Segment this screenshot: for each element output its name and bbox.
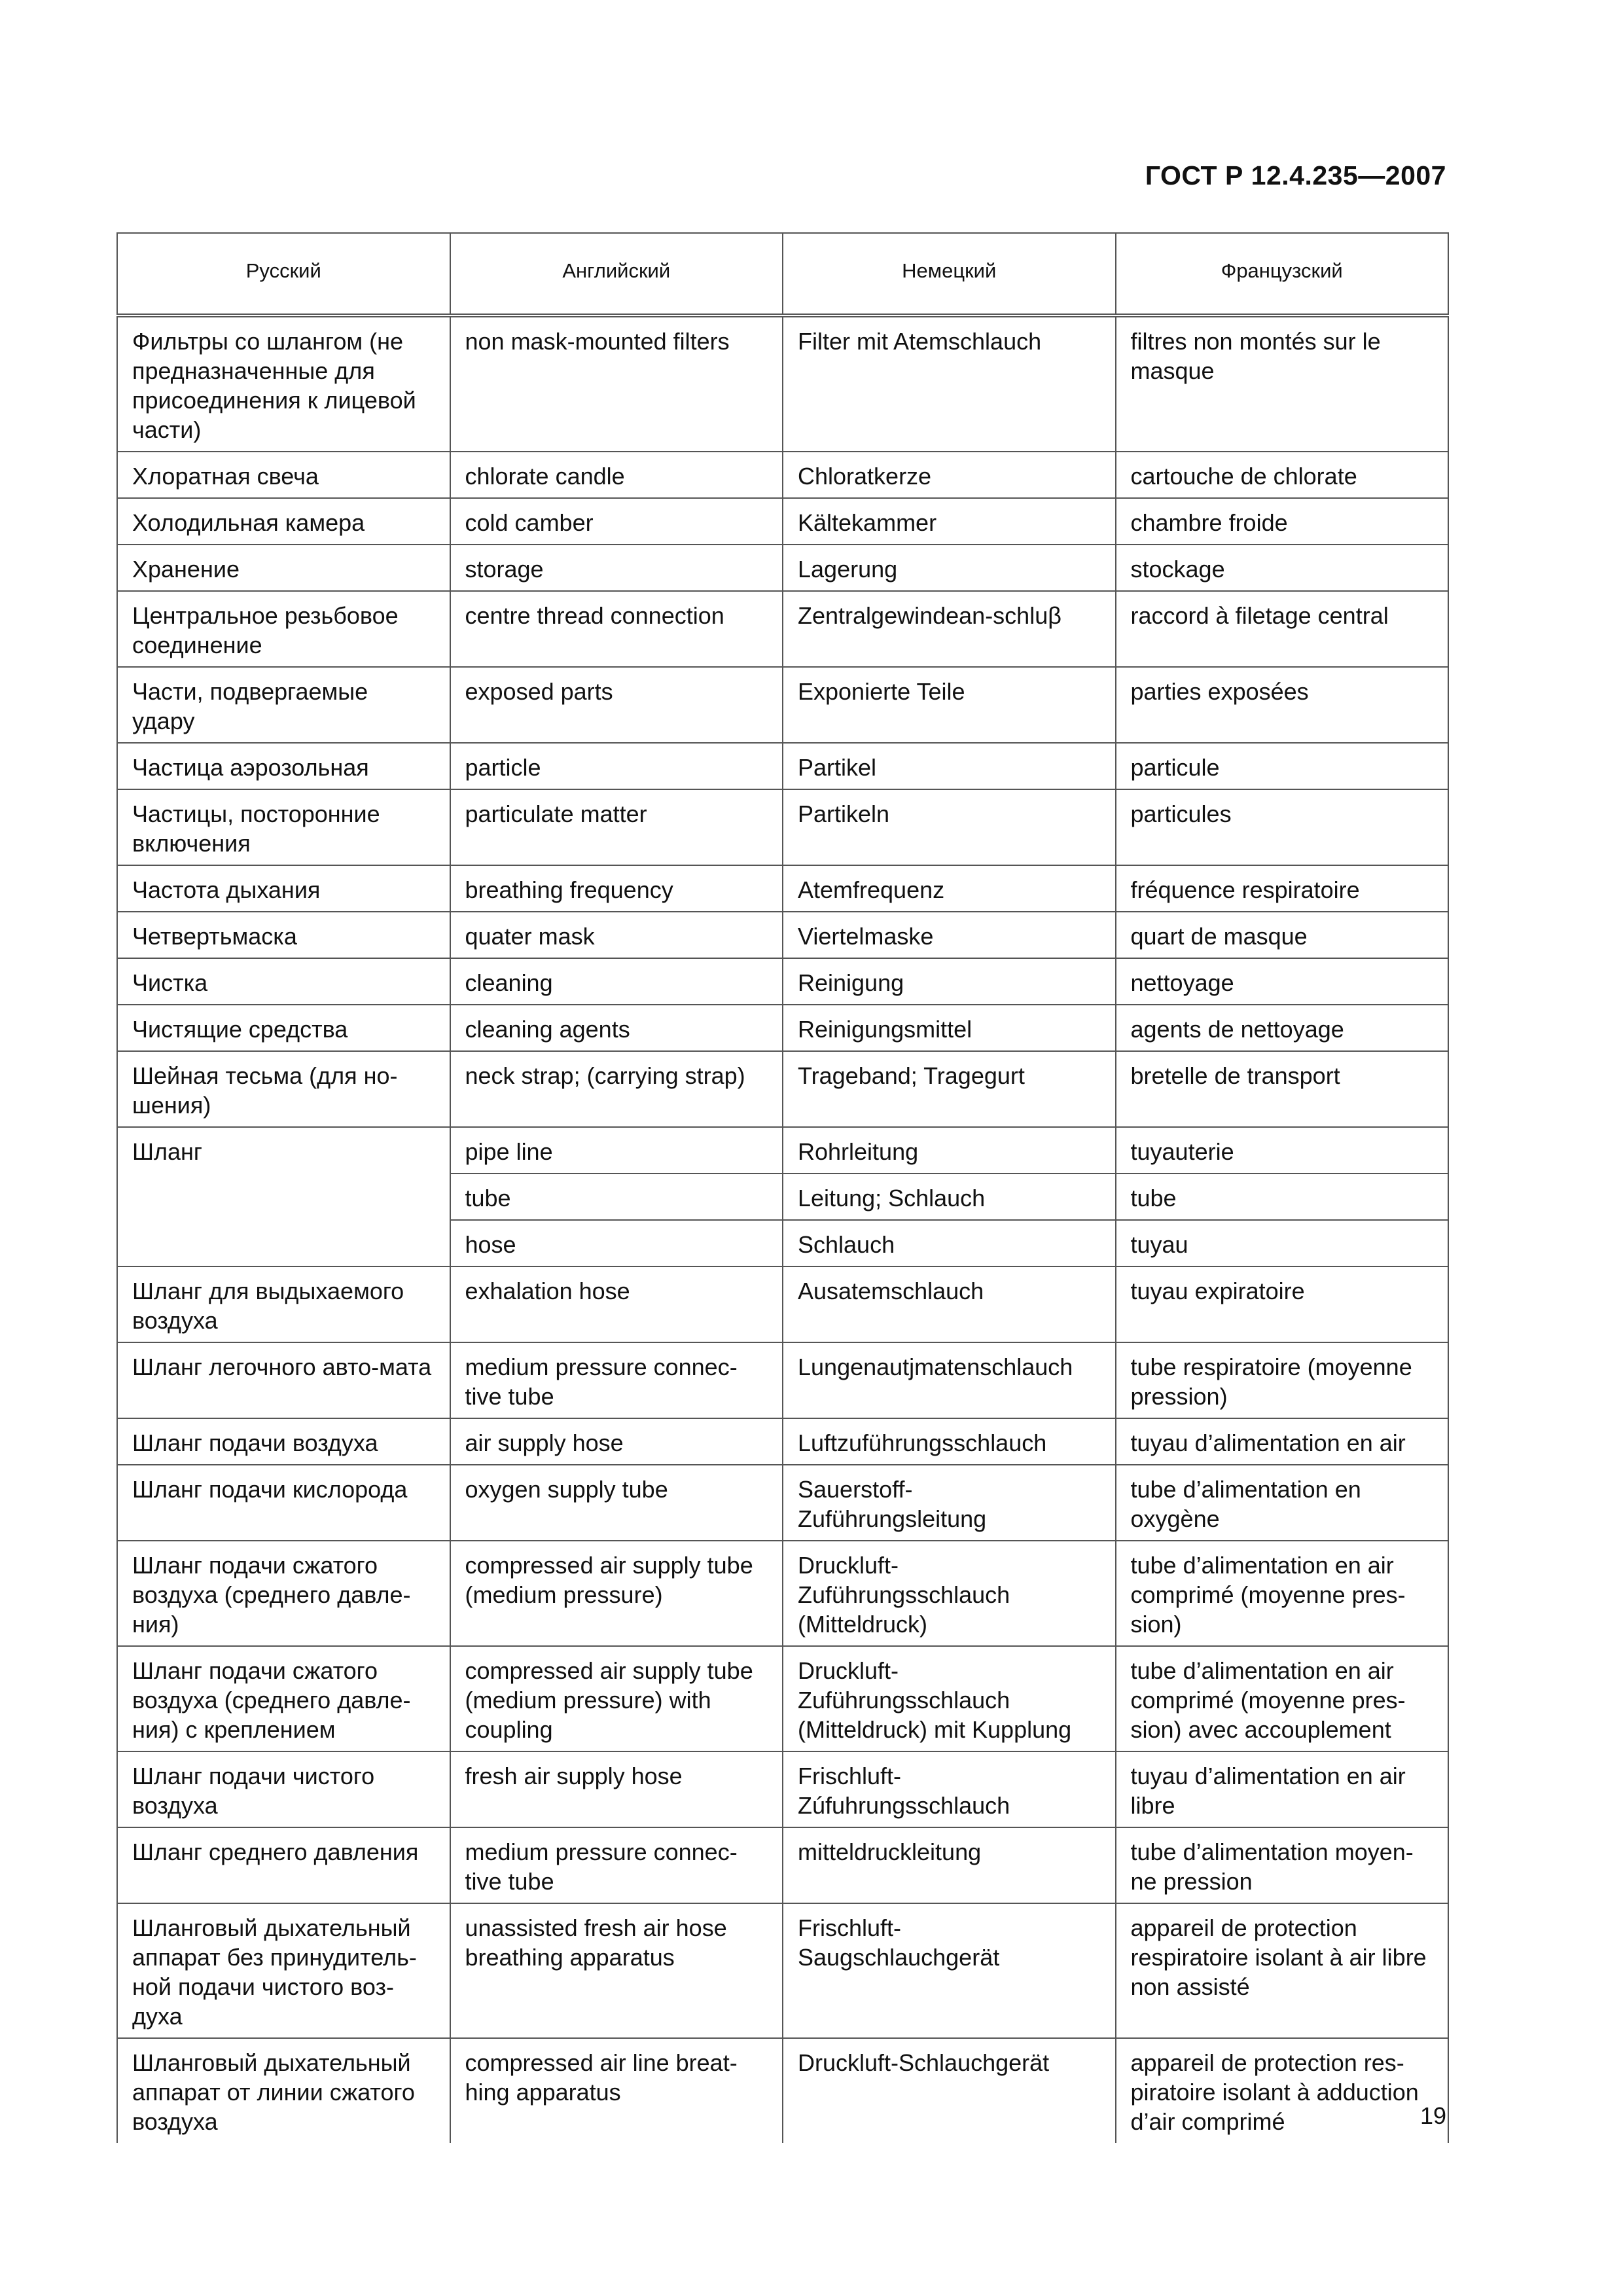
term-russian: Шланг подачи сжатого воздуха (среднего давле-ния) с креплением — [117, 1646, 450, 1751]
term-french: appareil de protection res-piratoire isolant à adduction d’air comprimé — [1116, 2038, 1449, 2143]
table-row — [117, 1827, 1448, 1903]
term-russian: Чистящие средства — [117, 1005, 450, 1051]
term-english: particulate matter — [450, 789, 783, 865]
term-english: compressed air supply tube (medium pressure) with coupling — [450, 1646, 783, 1751]
term-french: tube — [1116, 1174, 1449, 1220]
term-english: medium pressure connec-tive tube — [450, 1342, 783, 1418]
document-id: ГОСТ Р 12.4.235—2007 — [1145, 160, 1446, 190]
term-french: tuyau d’alimentation en air — [1116, 1418, 1449, 1465]
term-french: filtres non montés sur le masque — [1116, 315, 1449, 452]
term-english: centre thread connection — [450, 591, 783, 667]
term-russian: Шланг легочного авто-мата — [117, 1342, 450, 1418]
term-french: raccord à filetage central — [1116, 591, 1449, 667]
term-english: medium pressure connec-tive tube — [450, 1827, 783, 1903]
term-russian: Четвертьмаска — [117, 912, 450, 958]
term-russian: Шланг подачи кислорода — [117, 1465, 450, 1541]
term-german: Lungenautjmatenschlauch — [783, 1342, 1116, 1418]
column-header-french: Французский — [1116, 233, 1449, 315]
term-russian: Шланг подачи сжатого воздуха (среднего давле-ния) — [117, 1541, 450, 1646]
column-header-english: Английский — [450, 233, 783, 315]
column-header-german: Немецкий — [783, 233, 1116, 315]
term-english: cold camber — [450, 498, 783, 545]
term-english: compressed air line breat-hing apparatus — [450, 2038, 783, 2143]
term-french: tube d’alimentation en air comprimé (moyenne pres-sion) — [1116, 1541, 1449, 1646]
term-english: air supply hose — [450, 1418, 783, 1465]
term-english: hose — [450, 1220, 783, 1266]
table-row — [117, 667, 1448, 743]
term-german: Ausatemschlauch — [783, 1266, 1116, 1342]
term-french: tube respiratoire (moyenne pression) — [1116, 1342, 1449, 1418]
term-french: tube d’alimentation en oxygène — [1116, 1465, 1449, 1541]
table-row — [117, 452, 1448, 498]
term-german: Druckluft-Zuführungsschlauch (Mitteldruck) — [783, 1541, 1116, 1646]
term-german: Luftzuführungsschlauch — [783, 1418, 1116, 1465]
term-russian: Шланг подачи чистого воздуха — [117, 1751, 450, 1827]
term-german: Reinigungsmittel — [783, 1005, 1116, 1051]
term-german: Druckluft-Zuführungsschlauch (Mitteldruck) mit Kupplung — [783, 1646, 1116, 1751]
term-russian: Шланговый дыхательный аппарат без принудитель-ной подачи чистого воз-духа — [117, 1903, 450, 2038]
term-french: bretelle de transport — [1116, 1051, 1449, 1127]
table-row — [117, 789, 1448, 865]
term-german: Partikel — [783, 743, 1116, 789]
table-body — [117, 315, 1448, 2143]
term-french: fréquence respiratoire — [1116, 865, 1449, 912]
term-french: tuyauterie — [1116, 1127, 1449, 1174]
table-row — [117, 1646, 1448, 1751]
term-french: chambre froide — [1116, 498, 1449, 545]
term-french: tuyau expiratoire — [1116, 1266, 1449, 1342]
term-french: tube d’alimentation en air comprimé (moyenne pres-sion) avec accouplement — [1116, 1646, 1449, 1751]
term-german: Frischluft-Saugschlauchgerät — [783, 1903, 1116, 2038]
table-row — [117, 545, 1448, 591]
table-row — [117, 2038, 1448, 2143]
table-row — [117, 591, 1448, 667]
term-russian: Шланг для выдыхаемого воздуха — [117, 1266, 450, 1342]
page-number: 19 — [1419, 2102, 1446, 2129]
term-french: nettoyage — [1116, 958, 1449, 1005]
term-english: non mask-mounted filters — [450, 315, 783, 452]
term-french: stockage — [1116, 545, 1449, 591]
term-english: fresh air supply hose — [450, 1751, 783, 1827]
table-row — [117, 1051, 1448, 1127]
term-german: Sauerstoff-Zuführungsleitung — [783, 1465, 1116, 1541]
term-russian: Шланговый дыхательный аппарат от линии сжатого воздуха — [117, 2038, 450, 2143]
term-english: chlorate candle — [450, 452, 783, 498]
term-german: Partikeln — [783, 789, 1116, 865]
term-german: mitteldruckleitung — [783, 1827, 1116, 1903]
glossary-table — [116, 232, 1449, 2143]
term-french: tuyau d’alimentation en air libre — [1116, 1751, 1449, 1827]
table-row — [117, 1903, 1448, 2038]
term-french: parties exposées — [1116, 667, 1449, 743]
term-german: Leitung; Schlauch — [783, 1174, 1116, 1220]
term-german: Reinigung — [783, 958, 1116, 1005]
term-russian: Шланг среднего давления — [117, 1827, 450, 1903]
term-french: appareil de protection respiratoire isolant à air libre non assisté — [1116, 1903, 1449, 2038]
term-russian: Частота дыхания — [117, 865, 450, 912]
term-german: Druckluft-Schlauchgerät — [783, 2038, 1116, 2143]
term-french: tuyau — [1116, 1220, 1449, 1266]
term-russian: Частица аэрозольная — [117, 743, 450, 789]
term-german: Trageband; Tragegurt — [783, 1051, 1116, 1127]
term-german: Exponierte Teile — [783, 667, 1116, 743]
term-english: compressed air supply tube (medium pressure) — [450, 1541, 783, 1646]
table-row — [117, 498, 1448, 545]
term-english: cleaning agents — [450, 1005, 783, 1051]
term-german: Zentralgewindean-schluβ — [783, 591, 1116, 667]
term-german: Lagerung — [783, 545, 1116, 591]
table-row — [117, 912, 1448, 958]
term-english: cleaning — [450, 958, 783, 1005]
term-russian: Хлоратная свеча — [117, 452, 450, 498]
table-row — [117, 1342, 1448, 1418]
term-french: cartouche de chlorate — [1116, 452, 1449, 498]
term-french: agents de nettoyage — [1116, 1005, 1449, 1051]
table-row — [117, 1266, 1448, 1342]
header-row — [117, 233, 1448, 315]
term-french: particules — [1116, 789, 1449, 865]
term-german: Viertelmaske — [783, 912, 1116, 958]
term-russian: Фильтры со шлангом (не предназначенные для присоединения к лицевой части) — [117, 315, 450, 452]
table-row — [117, 1005, 1448, 1051]
term-french: quart de masque — [1116, 912, 1449, 958]
term-english: exposed parts — [450, 667, 783, 743]
term-english: breathing frequency — [450, 865, 783, 912]
table-row — [117, 1127, 1448, 1174]
term-english: quater mask — [450, 912, 783, 958]
term-russian: Частицы, посторонние включения — [117, 789, 450, 865]
term-russian: Чистка — [117, 958, 450, 1005]
term-russian: Шейная тесьма (для но-шения) — [117, 1051, 450, 1127]
term-russian: Хранение — [117, 545, 450, 591]
table-row — [117, 1465, 1448, 1541]
term-english: particle — [450, 743, 783, 789]
table-row — [117, 315, 1448, 452]
term-german: Schlauch — [783, 1220, 1116, 1266]
term-english: pipe line — [450, 1127, 783, 1174]
term-german: Frischluft-Zúfuhrungsschlauch — [783, 1751, 1116, 1827]
term-german: Filter mit Atemschlauch — [783, 315, 1116, 452]
table-row — [117, 743, 1448, 789]
term-english: storage — [450, 545, 783, 591]
table-row — [117, 958, 1448, 1005]
column-header-russian: Русский — [117, 233, 450, 315]
term-german: Rohrleitung — [783, 1127, 1116, 1174]
term-english: tube — [450, 1174, 783, 1220]
term-english: exhalation hose — [450, 1266, 783, 1342]
table-row — [117, 1418, 1448, 1465]
table-row — [117, 1541, 1448, 1646]
term-russian: Холодильная камера — [117, 498, 450, 545]
term-english: neck strap; (carrying strap) — [450, 1051, 783, 1127]
table-row — [117, 865, 1448, 912]
term-english: oxygen supply tube — [450, 1465, 783, 1541]
table-row — [117, 1751, 1448, 1827]
term-russian: Части, подвергаемые удару — [117, 667, 450, 743]
term-russian: Шланг — [117, 1127, 450, 1266]
table-header — [117, 233, 1448, 315]
term-russian: Центральное резьбовое соединение — [117, 591, 450, 667]
term-german: Chloratkerze — [783, 452, 1116, 498]
term-german: Atemfrequenz — [783, 865, 1116, 912]
term-english: unassisted fresh air hose breathing apparatus — [450, 1903, 783, 2038]
term-russian: Шланг подачи воздуха — [117, 1418, 450, 1465]
term-french: tube d’alimentation moyen-ne pression — [1116, 1827, 1449, 1903]
term-french: particule — [1116, 743, 1449, 789]
term-german: Kältekammer — [783, 498, 1116, 545]
